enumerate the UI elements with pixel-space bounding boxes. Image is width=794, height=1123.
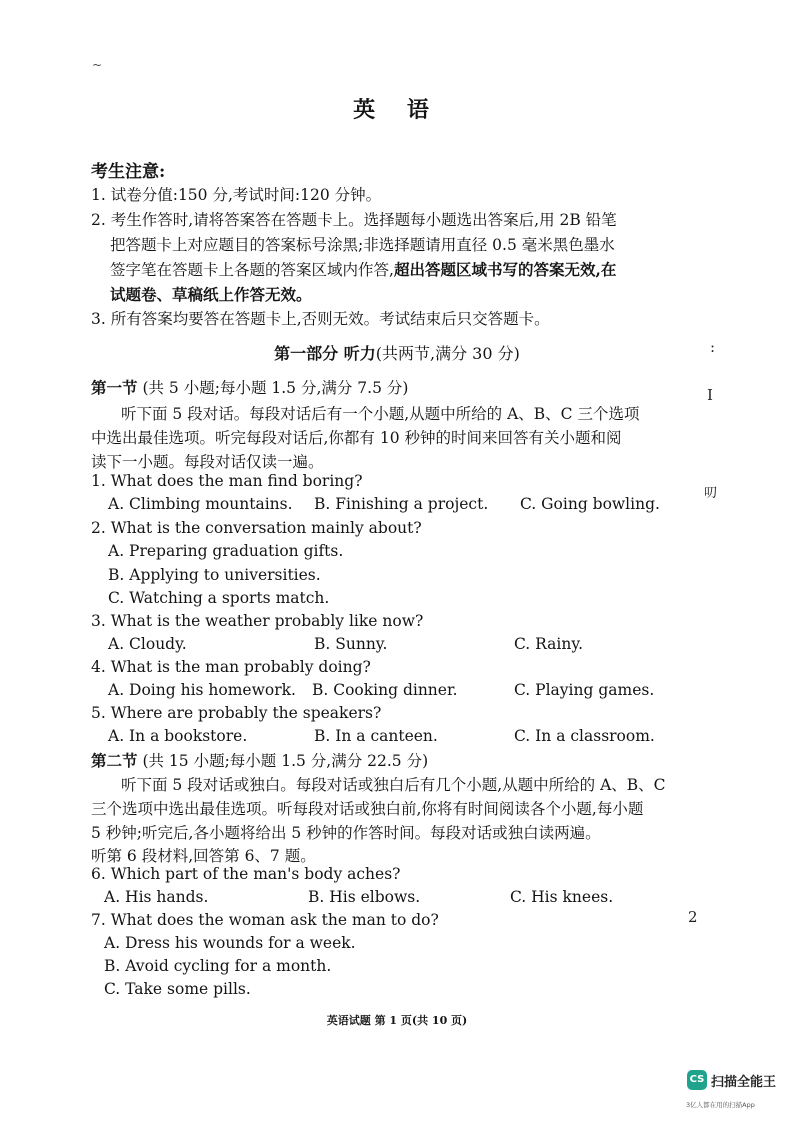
q6-option-b: B. His elbows.	[308, 888, 421, 906]
part-one-points: (共两节,满分 30 分)	[375, 344, 520, 363]
margin-mark-1: :	[710, 338, 716, 356]
camscanner-name: 扫描全能王	[711, 1075, 777, 1090]
notice-line-3: 把答题卡上对应题目的答案标号涂黑;非选择题请用直径 0.5 毫米黑色墨水	[110, 236, 615, 254]
q3-option-a: A. Cloudy.	[108, 635, 187, 653]
q5-option-c: C. In a classroom.	[514, 727, 655, 745]
section-one-name: 第一节	[91, 378, 138, 397]
q2-option-a: A. Preparing graduation gifts.	[108, 542, 344, 560]
part-one-name: 第一部分 听力	[274, 344, 376, 363]
q3-option-b: B. Sunny.	[314, 635, 388, 653]
q7-option-b: B. Avoid cycling for a month.	[104, 957, 332, 975]
section-one-heading	[91, 376, 408, 398]
page-footer: 英语试题 第 1 页(共 10 页)	[326, 1014, 468, 1027]
camscanner-logo-icon: CS	[687, 1070, 707, 1090]
notice-line-6: 3. 所有答案均要答在答题卡上,否则无效。考试结束后只交答题卡。	[91, 310, 550, 328]
notice-line-4-bold: 超出答题区域书写的答案无效,在	[393, 260, 617, 279]
notice-line-1: 1. 试卷分值:150 分,考试时间:120 分钟。	[91, 186, 382, 204]
notice-line-5: 试题卷、草稿纸上作答无效。	[110, 285, 312, 304]
section-one-points: (共 5 小题;每小题 1.5 分,满分 7.5 分)	[142, 379, 409, 397]
notice-line-2: 2. 考生作答时,请将答案答在答题卡上。选择题每小题选出答案后,用 2B 铅笔	[91, 211, 617, 229]
margin-mark-4: 2	[688, 908, 698, 926]
notice-line-4-normal: 签字笔在答题卡上各题的答案区域内作答,	[110, 261, 394, 279]
q1-option-a: A. Climbing mountains.	[108, 495, 293, 513]
q6-option-a: A. His hands.	[104, 888, 209, 906]
question-5: 5. Where are probably the speakers?	[91, 704, 382, 722]
q4-option-c: C. Playing games.	[514, 681, 655, 699]
section-one-intro-2: 中选出最佳选项。听完每段对话后,你都有 10 秒钟的时间来回答有关小题和阅	[91, 429, 622, 447]
question-1: 1. What does the man find boring?	[91, 472, 363, 490]
page-title: 英 语	[353, 97, 441, 123]
q4-option-b: B. Cooking dinner.	[312, 681, 458, 699]
material-6-instruction: 听第 6 段材料,回答第 6、7 题。	[91, 847, 316, 865]
q1-option-c: C. Going bowling.	[520, 495, 660, 513]
q1-option-b: B. Finishing a project.	[314, 495, 489, 513]
margin-mark-3: 叨	[704, 486, 718, 501]
q2-option-c: C. Watching a sports match.	[108, 589, 330, 607]
question-3: 3. What is the weather probably like now?	[91, 612, 424, 630]
section-two-intro-3: 5 秒钟;听完后,各小题将给出 5 秒钟的作答时间。每段对话或独白读两遍。	[91, 824, 601, 842]
q2-option-b: B. Applying to universities.	[108, 566, 321, 584]
section-two-name: 第二节	[91, 751, 138, 770]
scan-mark: ~	[92, 58, 103, 72]
q5-option-b: B. In a canteen.	[314, 727, 438, 745]
section-one-intro-1: 听下面 5 段对话。每段对话后有一个小题,从题中所给的 A、B、C 三个选项	[121, 405, 640, 423]
section-two-heading	[91, 749, 428, 771]
section-one-intro-3: 读下一小题。每段对话仅读一遍。	[91, 453, 324, 471]
camscanner-tagline: 3亿人都在用的扫描App	[686, 1101, 755, 1109]
q6-option-c: C. His knees.	[510, 888, 614, 906]
question-6: 6. Which part of the man's body aches?	[91, 865, 401, 883]
margin-mark-2: I	[707, 386, 713, 404]
notice-heading: 考生注意:	[91, 162, 166, 182]
q4-option-a: A. Doing his homework.	[108, 681, 296, 699]
section-two-points: (共 15 小题;每小题 1.5 分,满分 22.5 分)	[142, 752, 429, 770]
q5-option-a: A. In a bookstore.	[108, 727, 248, 745]
section-two-intro-2: 三个选项中选出最佳选项。听每段对话或独白前,你将有时间阅读各个小题,每小题	[91, 800, 644, 818]
q7-option-a: A. Dress his wounds for a week.	[104, 934, 356, 952]
part-one-title	[0, 341, 794, 364]
q7-option-c: C. Take some pills.	[104, 980, 251, 998]
notice-line-4	[110, 258, 616, 280]
section-two-intro-1: 听下面 5 段对话或独白。每段对话或独白后有几个小题,从题中所给的 A、B、C	[121, 776, 666, 794]
question-4: 4. What is the man probably doing?	[91, 658, 371, 676]
question-2: 2. What is the conversation mainly about?	[91, 519, 422, 537]
q3-option-c: C. Rainy.	[514, 635, 583, 653]
question-7: 7. What does the woman ask the man to do?	[91, 911, 439, 929]
